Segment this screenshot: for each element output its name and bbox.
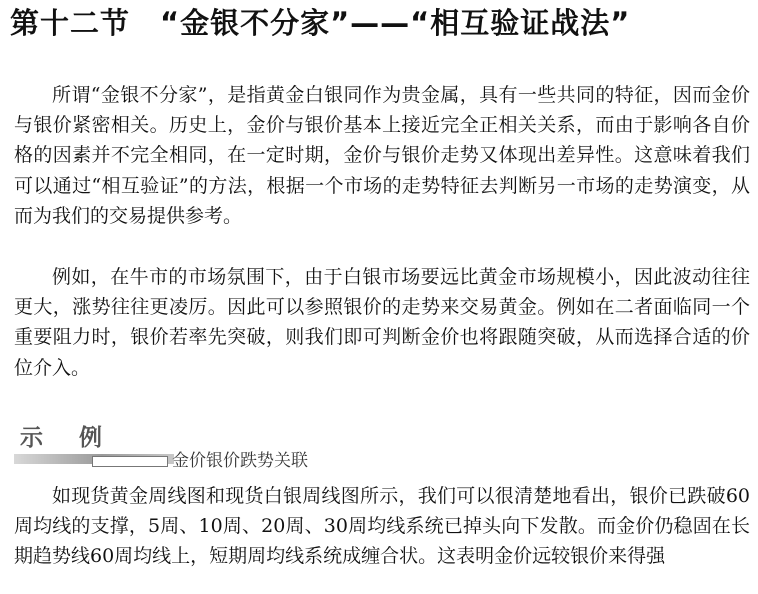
example-paragraph-block [14,262,750,383]
example-body-block [14,481,750,572]
intro-paragraph-block [14,80,750,231]
example-label: 示例 [20,425,138,451]
section-title: “金银不分家”——“相互验证战法” [160,6,631,40]
section-heading [10,4,750,42]
example-outline-box [92,456,168,467]
example-header [14,424,354,472]
bull-market-paragraph: 例如，在牛市的市场氛围下，由于白银市场要远比黄金市场规模小，因此波动往往更大，涨势往往更凌厉。因此可以参照银价的走势来交易黄金。例如在二者面临同一个重要阻力时，银价若率先突破，则我们即可判断金价也将跟随突破，从而选择合适的价位介入。 [14,266,750,379]
intro-paragraph: 所谓“金银不分家”，是指黄金白银同作为贵金属，具有一些共同的特征，因而金价与银价紧密相关。历史上，金价与银价基本上接近完全正相关关系，而由于影响各自价格的因素并不完全相同，在一定时期，金价与银价走势又体现出差异性。这意味着我们可以通过“相互验证”的方法，根据一个市场的走势特征去判断另一市场的走势演变，从而为我们的交易提供参考。 [14,84,750,227]
section-number: 第十二节 [10,6,131,40]
example-paragraph: 如现货黄金周线图和现货白银周线图所示，我们可以很清楚地看出，银价已跌破60周均线的支撑，5周、10周、20周、30周均线系统已掉头向下发散。而金价仍稳固在长期趋势线60周均线上，短期周均线系统成缠合状。这表明金价远较银价来得强 [14,485,750,568]
example-subtitle: 金价银价跌势关联 [172,451,308,471]
